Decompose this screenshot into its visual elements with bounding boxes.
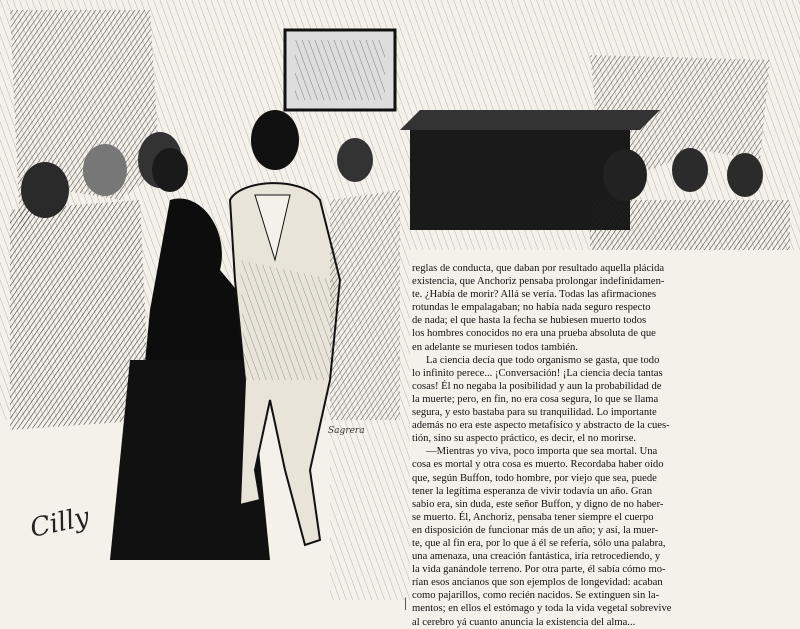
text-line: cosa es mortal y otra cosa es muerto. Recordaba haber oído	[412, 459, 664, 471]
body-text	[412, 262, 794, 629]
engraver-note: Sagrera	[328, 426, 365, 436]
artist-signature: Cilly	[27, 502, 92, 544]
text-line: la muerte; pero, en fin, no era cosa segura, lo que se llama	[412, 393, 659, 405]
text-line: tener la legítima esperanza de vivir todavía un año. Gran	[412, 485, 653, 497]
text-line: rían esos ancianos que son ejemplos de longevidad: acaban	[412, 577, 663, 589]
text-line: segura, y esto bastaba para su tranquilidad. Lo importante	[412, 407, 657, 419]
margin-mark: |	[404, 596, 407, 611]
text-line: la vida ganándole terreno. Por otra parte, él sabía cómo mo-	[412, 564, 666, 576]
text-line: en adelante se muriesen todos también.	[412, 341, 578, 353]
text-line: te. ¿Había de morir? Allá se vería. Todas las afirmaciones	[412, 289, 657, 301]
text-line: los hombres conocidos no era una prueba absoluta de que	[412, 328, 656, 340]
text-line: tión, sino su aspecto práctico, es decir, el no morirse.	[412, 433, 637, 445]
text-line: mentos; en ellos el estómago y toda la vida vegetal sobrevive	[412, 603, 672, 615]
text-line: de nada; el que hasta la fecha se hubiesen muerto todos	[412, 315, 647, 327]
text-line: cosas! Él no negaba la posibilidad y aun la probabilidad de	[412, 380, 662, 392]
text-line: —Mientras yo viva, poco importa que sea mortal. Una	[426, 446, 658, 458]
text-line: una amenaza, una creación fantástica, iría retrocediendo, y	[412, 551, 661, 563]
text-line: que, según Buffon, todo hombre, por viejo que sea, puede	[412, 472, 657, 484]
text-line: se muerto. Él, Anchoriz, pensaba tener siempre el cuerpo	[412, 511, 654, 523]
text-line: sabio era, sin duda, este señor Buffon, y digno de no haber-	[412, 498, 664, 510]
text-line: existencia, que Anchoriz pensaba prolongar indefinidamen-	[412, 276, 665, 288]
text-line: en disposición de funcionar más de un año; y así, la muer-	[412, 524, 659, 536]
text-line: como pajarillos, como recién nacidos. Se extinguen sin la-	[412, 590, 660, 602]
text-line: rotundas le empalagaban; no había nada seguro respecto	[412, 302, 651, 314]
text-line: La ciencia decía que todo organismo se gasta, que todo	[426, 354, 660, 366]
text-line: lo infinito perece... ¡Conversación! ¡La ciencia decía tantas	[412, 367, 663, 379]
text-line: te, que al fin era, por lo que á él se refería, sólo una palabra,	[412, 537, 666, 549]
text-line: reglas de conducta, que daban por resultado aquella plácida	[412, 263, 665, 274]
text-line: al cerebro yá cuanto anuncia la existencia del alma...	[412, 616, 636, 628]
text-line: además no era este aspecto metafísico y abstracto de la cues-	[412, 420, 670, 432]
